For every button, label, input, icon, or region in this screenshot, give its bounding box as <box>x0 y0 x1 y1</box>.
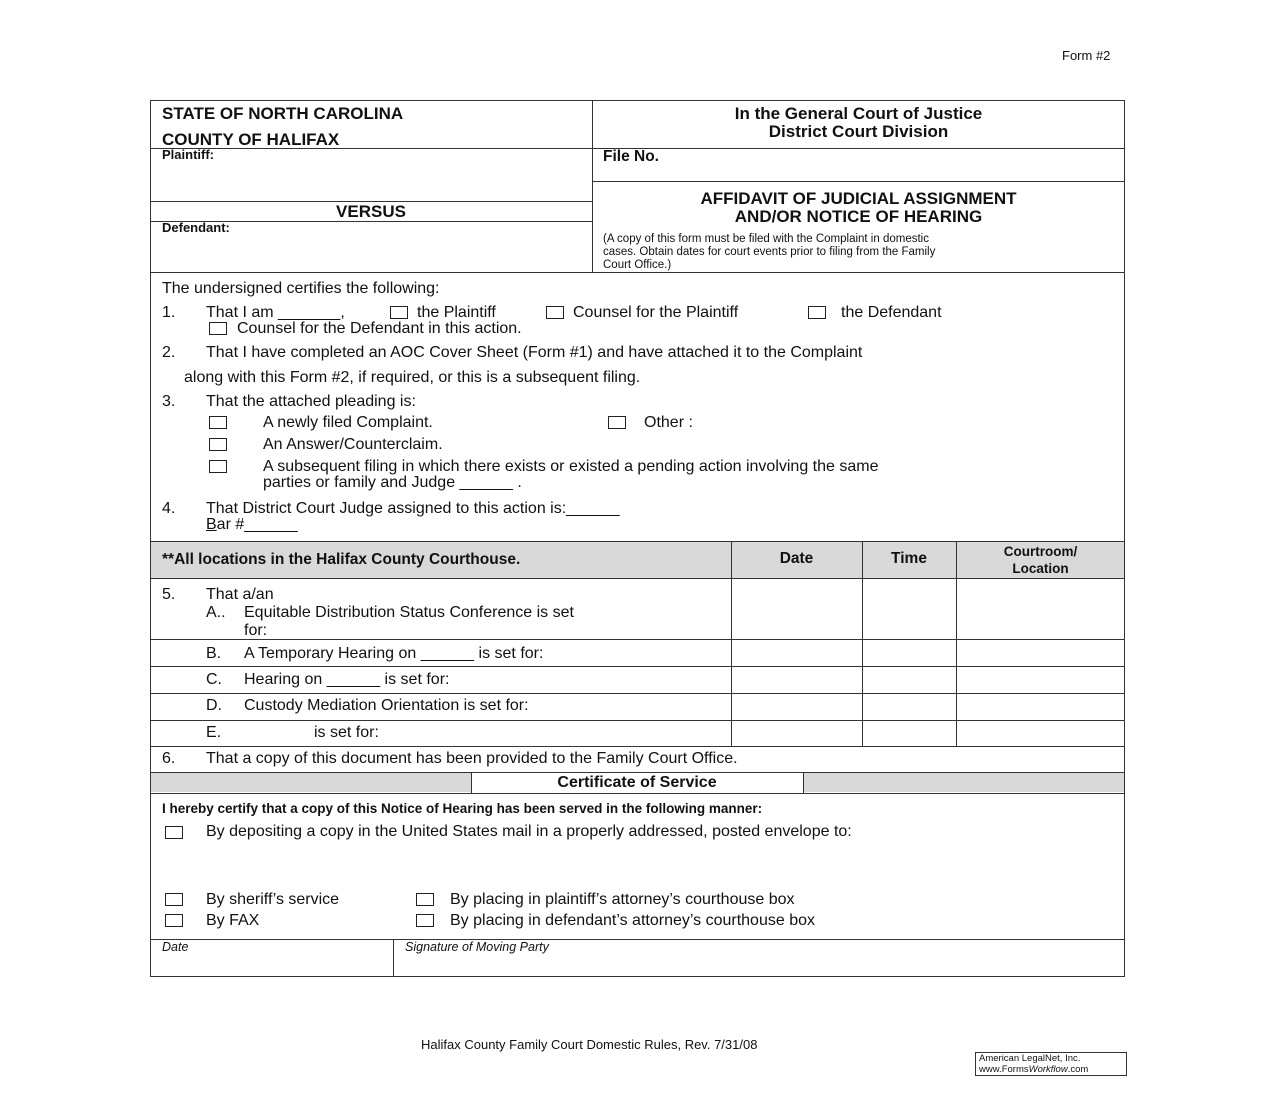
plaintiff-option-label: the Plaintiff <box>417 304 496 321</box>
item1-number: 1. <box>162 304 176 321</box>
item3-number: 3. <box>162 393 176 410</box>
location-column-header-line1: Courtroom/ <box>1003 544 1078 559</box>
rule <box>150 666 1125 667</box>
defendant-box-checkbox[interactable] <box>416 914 434 927</box>
versus-label: VERSUS <box>336 202 406 221</box>
subsequent-filing-line1: A subsequent filing in which there exists or existed a pending action involving the same <box>263 458 879 475</box>
note-line1: (A copy of this form must be filed with the Complaint in domestic <box>603 233 929 245</box>
counsel-plaintiff-option-label: Counsel for the Plaintiff <box>573 304 739 321</box>
answer-option-label: An Answer/Counterclaim. <box>263 436 443 453</box>
schedule-header-label: **All locations in the Halifax County Courthouse. <box>162 551 521 568</box>
brand-line1: American LegalNet, Inc. <box>979 1053 1081 1064</box>
row-c-label: C. <box>206 671 222 688</box>
court-line1: In the General Court of Justice <box>734 104 983 123</box>
rule <box>150 939 1125 940</box>
brand-line2 <box>979 1065 1123 1076</box>
item2-number: 2. <box>162 344 176 361</box>
item6-text: That a copy of this document has been provided to the Family Court Office. <box>206 750 738 767</box>
col-divider <box>862 541 863 746</box>
rule <box>150 272 1125 273</box>
counsel-defendant-checkbox[interactable] <box>209 322 227 335</box>
sheriff-checkbox[interactable] <box>165 893 183 906</box>
fax-checkbox[interactable] <box>165 914 183 927</box>
sheriff-option-label: By sheriff’s service <box>206 891 340 908</box>
rule <box>150 639 1125 640</box>
form-number: Form #2 <box>1062 48 1111 63</box>
defendant-option-label: the Defendant <box>841 304 942 321</box>
item5-text: That a/an <box>206 586 274 603</box>
location-column-header-line2: Location <box>1012 561 1069 576</box>
col-divider <box>731 541 732 746</box>
form-title-line1: AFFIDAVIT OF JUDICIAL ASSIGNMENT <box>700 189 1017 208</box>
county-label: COUNTY OF HALIFAX <box>162 130 340 149</box>
row-a-line1: Equitable Distribution Status Conference is set <box>244 604 574 621</box>
complaint-option-label: A newly filed Complaint. <box>263 414 433 431</box>
brand-url-a: www.Forms <box>979 1063 1029 1075</box>
intro-text: The undersigned certifies the following: <box>162 280 440 297</box>
item4-number: 4. <box>162 500 176 517</box>
row-e-label: E. <box>206 724 222 741</box>
row-a-label: A.. <box>206 604 226 621</box>
mail-option-label: By depositing a copy in the United States mail in a properly addressed, posted envelope to: <box>206 823 852 840</box>
defendant-label: Defendant: <box>162 220 230 235</box>
item6-number: 6. <box>162 750 176 767</box>
footer-revision: Halifax County Family Court Domestic Rules, Rev. 7/31/08 <box>421 1037 758 1052</box>
counsel-plaintiff-checkbox[interactable] <box>546 306 564 319</box>
certificate-shading-left <box>151 773 471 792</box>
answer-checkbox[interactable] <box>209 438 227 451</box>
item4-line2 <box>206 516 298 534</box>
plaintiff-box-checkbox[interactable] <box>416 893 434 906</box>
col-divider <box>803 772 804 793</box>
bar-number-blank: ar #______ <box>216 516 298 533</box>
complaint-checkbox[interactable] <box>209 416 227 429</box>
rule <box>150 746 1125 747</box>
date-label: Date <box>162 940 189 954</box>
certificate-title: Certificate of Service <box>557 774 717 791</box>
note-line2: cases. Obtain dates for court events prior to filing from the Family <box>603 246 936 258</box>
mail-checkbox[interactable] <box>165 826 183 839</box>
bar-prefix: B <box>206 516 217 533</box>
col-divider <box>393 939 394 977</box>
rule <box>150 693 1125 694</box>
form-title-line2: AND/OR NOTICE OF HEARING <box>734 207 983 226</box>
time-column-header: Time <box>891 550 927 567</box>
other-option-label: Other : <box>644 414 693 431</box>
item1-text: That I am _______, <box>206 304 345 321</box>
item2-line2: along with this Form #2, if required, or this is a subsequent filing. <box>184 369 641 386</box>
defendant-box-option-label: By placing in defendant’s attorney’s courthouse box <box>450 912 815 929</box>
row-b-text: A Temporary Hearing on ______ is set for: <box>244 645 544 662</box>
note-line3: Court Office.) <box>603 259 672 271</box>
signature-label: Signature of Moving Party <box>405 940 549 954</box>
subsequent-filing-checkbox[interactable] <box>209 460 227 473</box>
row-e-text: is set for: <box>314 724 379 741</box>
item5-number: 5. <box>162 586 176 603</box>
certificate-statement: I hereby certify that a copy of this Notice of Hearing has been served in the following manner: <box>162 801 763 816</box>
item4-line1: That District Court Judge assigned to this action is:______ <box>206 500 620 517</box>
plaintiff-label: Plaintiff: <box>162 147 214 162</box>
form-frame <box>150 100 1125 977</box>
rule <box>150 720 1125 721</box>
brand-url-b: Workflow <box>1028 1063 1068 1075</box>
rule <box>150 793 1125 794</box>
subsequent-filing-line2: parties or family and Judge ______ . <box>263 474 522 491</box>
fax-option-label: By FAX <box>206 912 260 929</box>
date-column-header: Date <box>779 550 814 567</box>
state-label: STATE OF NORTH CAROLINA <box>162 104 404 123</box>
rule <box>592 181 1125 182</box>
plaintiff-box-option-label: By placing in plaintiff’s attorney’s courthouse box <box>450 891 795 908</box>
row-a-line2: for: <box>244 622 268 639</box>
item3-text: That the attached pleading is: <box>206 393 416 410</box>
defendant-checkbox[interactable] <box>808 306 826 319</box>
row-d-label: D. <box>206 697 222 714</box>
file-no-label: File No. <box>603 148 659 165</box>
court-line2: District Court Division <box>768 122 949 141</box>
brand-url-c: .com <box>1067 1063 1089 1075</box>
row-b-label: B. <box>206 645 222 662</box>
plaintiff-checkbox[interactable] <box>390 306 408 319</box>
brand-box <box>975 1052 1127 1076</box>
counsel-defendant-option-label: Counsel for the Defendant in this action. <box>237 320 522 337</box>
other-checkbox[interactable] <box>608 416 626 429</box>
certificate-shading-right <box>803 773 1124 792</box>
row-c-text: Hearing on ______ is set for: <box>244 671 450 688</box>
rule <box>150 578 1125 579</box>
item2-line1: That I have completed an AOC Cover Sheet (Form #1) and have attached it to the Complaint <box>206 344 863 361</box>
row-d-text: Custody Mediation Orientation is set for: <box>244 697 529 714</box>
rule <box>150 541 1125 542</box>
